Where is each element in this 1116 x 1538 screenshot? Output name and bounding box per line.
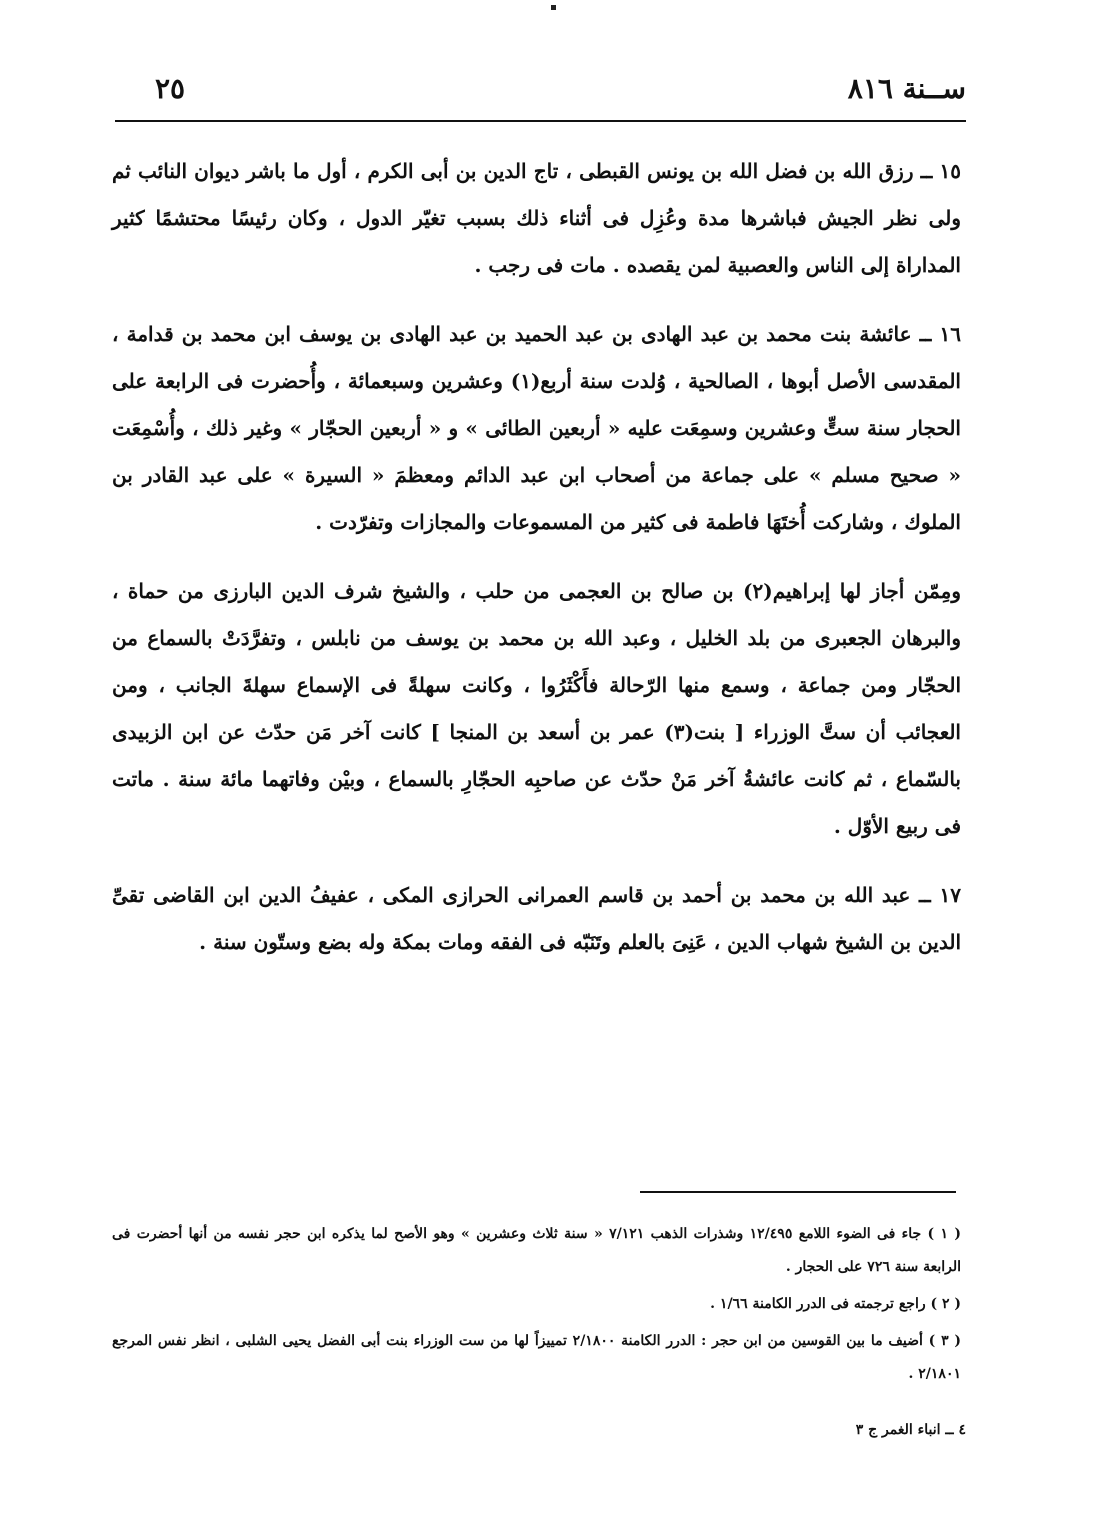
header-rule [115, 120, 966, 122]
footnote-1: ( ١ ) جاء فى الضوء اللامع ١٢/٤٩٥ وشذرات الذهب ٧/١٢١ « سنة ثلاث وعشرين » وهو الأصح لما يذكره ابن حجر نفسه من أنها أحضرت فى الرابعة سنة ٧٢٦ على الحجار . [112, 1226, 962, 1275]
entry-17: ١٧ ــ عبد الله بن محمد بن أحمد بن قاسم العمرانى الحرازى المكى ، عفيفُ الدين ابن القاضى تقىِّ الدين بن الشيخ شهاب الدين ، عَنِىَ بالعلم وتَنَبّه فى الفقه ومات بمكة وله بضع وستّون سنة . [112, 883, 961, 954]
footnote-3: ( ٣ ) أضيف ما بين القوسين من ابن حجر : الدرر الكامنة ٢/١٨٠٠ تمييزاً لها من ست الوزراء بنت أبى الفضل يحيى الشلبى ، انظر نفس المرجع ٢/١٨٠١ . [112, 1333, 961, 1382]
page-header [115, 72, 966, 112]
footnote-2: ( ٢ ) راجع ترجمته فى الدرر الكامنة ١/٦٦ . [710, 1296, 961, 1312]
entry-16: ١٦ ــ عائشة بنت محمد بن عبد الهادى بن عبد الحميد بن عبد الهادى بن يوسف ابن محمد بن قدامة ، المقدسى الأصل أبوها ، الصالحية ، وُلدت سنة أربع(١) وعشرين وسبعمائة ، وأُحضرت فى الرابعة على الحجار سنة ستٍّ وعشرين وسمِعَت عليه « أربعين الطائى » و « أربعين الحجّار » وغير ذلك ، وأُسْمِعَت « صحيح مسلم » على جماعة من أصحاب ابن عبد الدائم ومعظمَ « السيرة » على عبد القادر بن الملوك ، وشاركت أُختَهَا فاطمة فى كثير من المسموعات والمجازات وتفرّدت . [112, 322, 961, 534]
main-text [112, 148, 961, 988]
page-number: ٢٥ [155, 72, 186, 105]
footnotes [112, 1218, 961, 1395]
running-title: ســنة ٨١٦ [847, 72, 966, 105]
entry-16-continuation: ومِمّن أجاز لها إبراهيم(٢) بن صالح بن العجمى من حلب ، والشيخ شرف الدين البارزى من حماة ، والبرهان الجعبرى من بلد الخليل ، وعبد الله بن محمد بن يوسف من نابلس ، وتفرَّدَتْ بالسماع من الحجّار ومن جماعة ، وسمع منها الرّحالة فأَكْثَرُوا ، وكانت سهلةً فى الإسماع سهلةَ الجانب ، ومن العجائب أن ستَّ الوزراء [ بنت(٣) عمر بن أسعد بن المنجا ] كانت آخر مَن حدّث عن ابن الزبيدى بالسّماع ، ثم كانت عائشةُ آخر مَنْ حدّث عن صاحبِه الحجّارِ بالسماع ، وبيْن وفاتهما مائة سنة . ماتت فى ربيع الأوّل . [112, 579, 961, 838]
ink-speck [551, 5, 556, 10]
signature-mark: ٤ ــ انباء الغمر ج ٣ [855, 1422, 966, 1438]
entry-15: ١٥ ــ رزق الله بن فضل الله بن يونس القبطى ، تاج الدين بن أبى الكرم ، أول ما باشر ديوان النائب ثم ولى نظر الجيش فباشرها مدة وعُزِل فى أثناء ذلك بسبب تغيّر الدول ، وكان رئيسًا محتشمًا كثير المداراة إلى الناس والعصبية لمن يقصده . مات فى رجب . [112, 159, 961, 277]
footnote-rule [640, 1191, 956, 1193]
